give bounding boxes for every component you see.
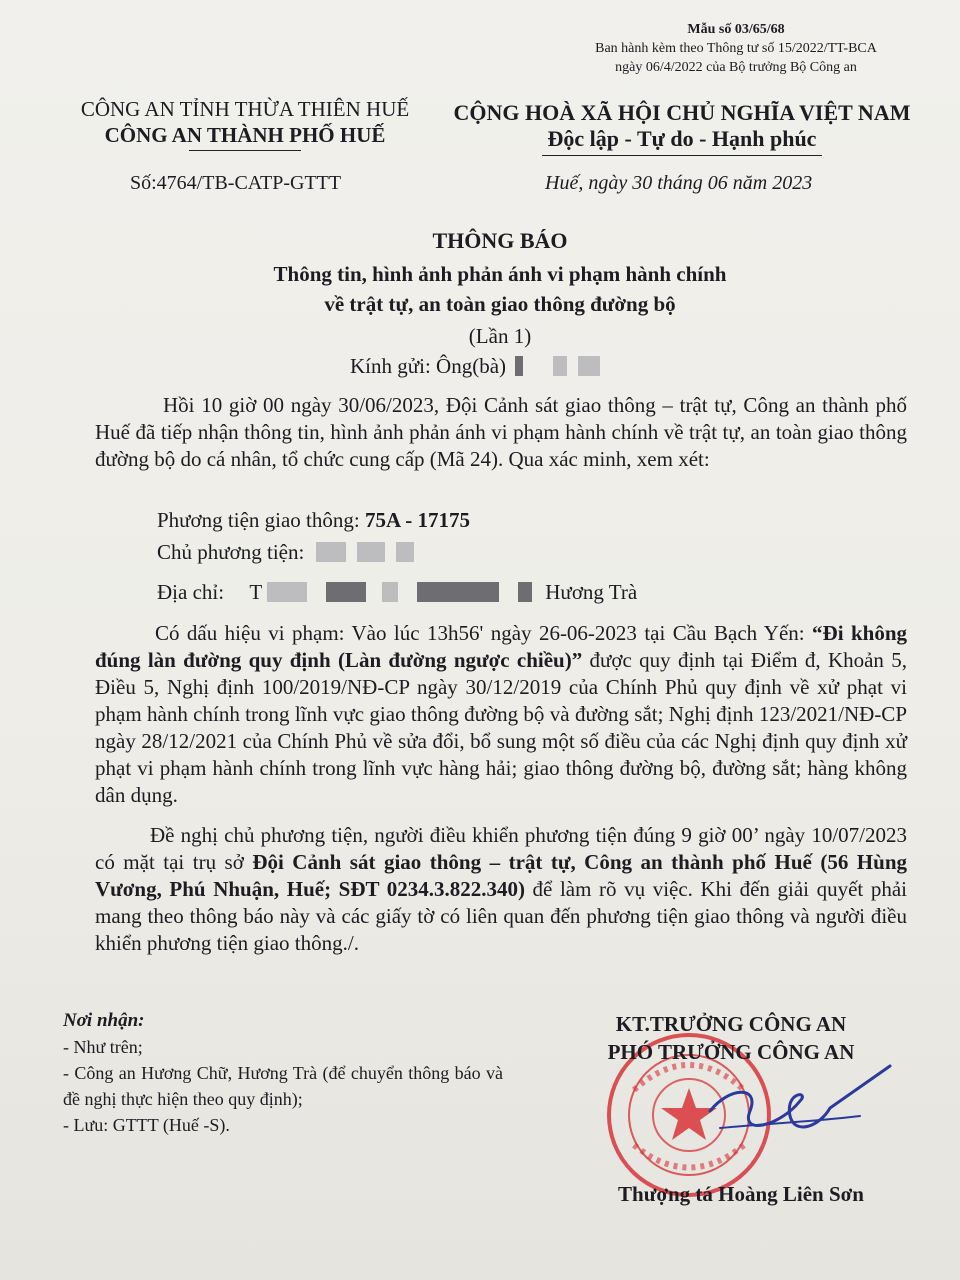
form-issued-by: Ban hành kèm theo Thông tư số 15/2022/TT-BCA: [595, 41, 877, 56]
place-date: Huế, ngày 30 tháng 06 năm 2023: [545, 172, 813, 194]
redacted-owner: [396, 542, 414, 562]
recipient-item: - Như trên;: [63, 1037, 143, 1057]
recipient-line: [350, 354, 600, 379]
vehicle-label: Phương tiện giao thông:: [157, 508, 360, 532]
license-plate: 75A - 17175: [364, 508, 470, 532]
address-label: Địa chỉ:: [157, 580, 225, 604]
address-initial: T: [249, 580, 262, 604]
violation-description: “Đi không đúng làn đường quy định (Làn đường ngược chiều)”: [95, 621, 908, 672]
signature-title: KT.TRƯỞNG CÔNG AN: [615, 1012, 847, 1036]
vehicle-row: [157, 508, 470, 533]
redacted-address: [382, 582, 398, 602]
request-office: Đội Cảnh sát giao thông – trật tự, Công an thành phố Huế (56 Hùng Vương, Phú Nhuận, Huế; SĐT 0234.3.822.340): [95, 850, 907, 901]
recipients-heading: Nơi nhận:: [63, 1010, 145, 1031]
recipient-label: Kính gửi: Ông(bà): [350, 354, 507, 378]
document-number: Số:4764/TB-CATP-GTTT: [130, 172, 342, 194]
redacted-name: [553, 356, 567, 376]
national-header: [452, 100, 912, 156]
issuing-agency: [60, 96, 430, 151]
agency-underline: [189, 150, 301, 151]
owner-row: [157, 540, 414, 565]
request-instructions: để làm rõ vụ việc. Khi đến giải quyết phải mang theo thông báo này và các giấy tờ có liên quan đến phương tiện giao thông và người điều khiển phương tiện giao thông./.: [95, 877, 907, 955]
recipient-item: - Công an Hương Chữ, Hương Trà (để chuyển thông báo và đề nghị thực hiện theo quy định);: [63, 1063, 503, 1109]
redacted-address: [417, 582, 499, 602]
redacted-name: [578, 356, 600, 376]
request-lead: Đề nghị chủ phương tiện, người điều khiển phương tiện đúng 9 giờ 00’ ngày 10/07/2023 có mặt tại trụ sở: [95, 823, 907, 874]
violation-lead: Có dấu hiệu vi phạm: Vào lúc 13h56' ngày 26-06-2023 tại Cầu Bạch Yến:: [155, 621, 805, 645]
subtitle-line1: Thông tin, hình ảnh phản ánh vi phạm hành chính: [273, 262, 727, 286]
redacted-owner: [357, 542, 385, 562]
document-title: THÔNG BÁO: [432, 228, 568, 253]
redacted-name: [515, 356, 523, 376]
intro-paragraph: Hồi 10 giờ 00 ngày 30/06/2023, Đội Cảnh sát giao thông – trật tự, Công an thành phố Huế đã tiếp nhận thông tin, hình ảnh phản ánh vi phạm hành chính về trật tự, an toàn giao thông đường bộ do cá nhân, tổ chức cung cấp (Mã 24). Qua xác minh, xem xét:: [95, 393, 907, 471]
violation-paragraph: [95, 620, 907, 809]
signature-position: PHÓ TRƯỞNG CÔNG AN: [607, 1040, 855, 1064]
signer-name: Thượng tá Hoàng Liên Sơn: [618, 1182, 864, 1206]
form-issued-date: ngày 06/4/2022 của Bộ trưởng Bộ Công an: [615, 60, 857, 75]
handwritten-signature: [690, 1046, 900, 1176]
redacted-address: [518, 582, 532, 602]
address-row: [157, 580, 877, 605]
agency-parent: CÔNG AN TỈNH THỪA THIÊN HUẾ: [80, 97, 410, 121]
owner-label: Chủ phương tiện:: [157, 540, 305, 564]
form-identifier: [586, 20, 886, 77]
edition-number: (Lần 1): [468, 324, 532, 348]
redacted-address: [326, 582, 366, 602]
request-paragraph: [95, 822, 907, 957]
recipients-block: [63, 1008, 503, 1138]
recipient-item: - Lưu: GTTT (Huế -S).: [63, 1115, 230, 1135]
agency-name: CÔNG AN THÀNH PHỐ HUẾ: [104, 123, 386, 147]
motto-underline: [542, 155, 822, 156]
subtitle-line2: về trật tự, an toàn giao thông đường bộ: [324, 292, 676, 316]
form-number: Mẫu số 03/65/68: [687, 22, 785, 37]
country-name: CỘNG HOÀ XÃ HỘI CHỦ NGHĨA VIỆT NAM: [453, 100, 911, 125]
document-subtitle: [0, 259, 960, 319]
redacted-owner: [316, 542, 346, 562]
redacted-address: [267, 582, 307, 602]
violation-legal-basis: được quy định tại Điểm đ, Khoản 5, Điều 5, Nghị định 100/2019/NĐ-CP ngày 30/12/2019 của Chính Phủ quy định về xử phạt vi phạm hành chính trong lĩnh vực giao thông đường bộ và đường sắt; Nghị định 123/2021/NĐ-CP ngày 28/12/2021 của Chính Phủ về sửa đổi, bổ sung một số điều của các Nghị định quy định xử phạt vi phạm hành chính trong lĩnh vực hàng hải; giao thông đường bộ, đường sắt; hàng không dân dụng.: [95, 648, 907, 807]
address-district: Hương Trà: [545, 580, 638, 604]
motto: Độc lập - Tự do - Hạnh phúc: [547, 126, 817, 151]
